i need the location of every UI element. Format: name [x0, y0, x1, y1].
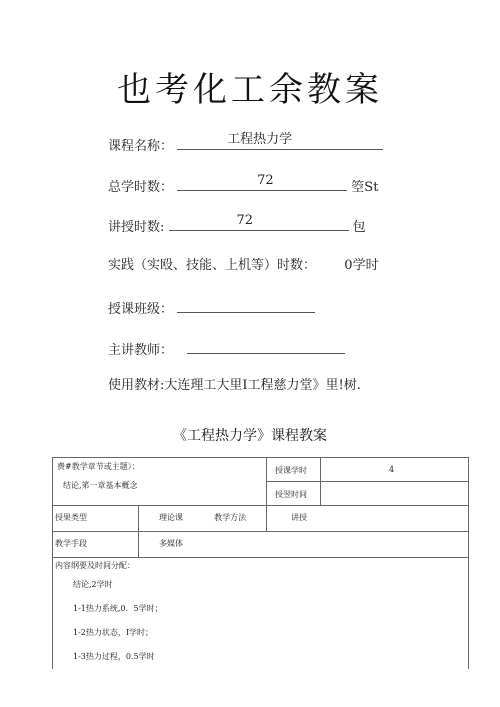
method-value-cell: [267, 506, 469, 532]
total-hours-label: 总学时数：: [108, 180, 174, 195]
type-value: 理论课: [159, 513, 183, 522]
teacher-label: 主讲教师：: [108, 343, 174, 358]
chapter-label: 费#教学章节或主题）：: [57, 462, 140, 471]
course-name-underline: [177, 132, 383, 150]
class-underline: [177, 298, 315, 313]
outline-item: 1-3热力过程，0.5学时: [73, 652, 155, 661]
outline-item: 结论,2学时: [73, 580, 113, 589]
time-label-cell: [267, 482, 321, 506]
type-value-cell: [139, 506, 267, 532]
hours-label: 授课学时: [275, 466, 308, 475]
chapter-value: 结论,笫一章基本概念: [63, 481, 138, 490]
lesson-plan-table: [52, 457, 469, 669]
time-value-cell: [321, 482, 469, 506]
textbook-line: [108, 377, 361, 395]
outline-label: 内容纲要及时间分配：: [55, 561, 135, 570]
lesson-plan-title: 《工程热力学》课程教案: [173, 428, 327, 444]
type-label: 授果类型: [55, 513, 87, 522]
outline-list: [53, 573, 468, 669]
means-value-cell: [139, 532, 469, 558]
class-line: [108, 298, 315, 316]
means-label: 教学手段: [55, 539, 87, 548]
outline-item: 1-1热力系统,0．5学时；: [73, 604, 163, 613]
outline-item: 1-2热力状态，I学时；: [73, 628, 154, 637]
lecture-hours-label: 讲授时数:: [108, 220, 165, 235]
textbook-value: 大连理工大里I工程慈力堂》里!树.: [164, 378, 361, 393]
practice-hours-label: 实践（实殴、技能、上机等）时数：: [108, 258, 317, 273]
means-label-cell: [53, 532, 139, 558]
page-title: 也考化工余教案: [117, 70, 383, 110]
practice-hours-value: 0学时: [344, 258, 379, 273]
outline-cell: [53, 558, 469, 670]
course-name-line: [108, 132, 383, 154]
hours-value: 4: [389, 465, 395, 474]
total-hours-underline: [177, 173, 347, 191]
method-value: 讲授: [291, 513, 308, 522]
type-label-cell: [53, 506, 139, 532]
teacher-underline: [187, 339, 345, 354]
course-name-label: 课程名称：: [108, 139, 174, 154]
hours-value-cell: [321, 458, 469, 482]
chapter-cell: [53, 458, 267, 506]
hours-label-cell: [267, 458, 321, 482]
class-label: 授课班级：: [108, 302, 174, 317]
teacher-line: [108, 339, 345, 357]
lecture-hours-underline: [169, 213, 349, 231]
method-label: 教学方法: [214, 513, 247, 522]
textbook-label: 使用教材:: [108, 378, 165, 393]
total-hours-suffix: 箜St: [351, 180, 379, 195]
course-name-value: 工程热力学: [227, 132, 293, 147]
lecture-hours-suffix: 包: [352, 220, 366, 235]
lecture-hours-value: 72: [236, 213, 254, 228]
practice-hours-line: [108, 257, 379, 275]
lecture-hours-line: [108, 213, 366, 235]
means-value: 多媒体: [159, 539, 183, 548]
total-hours-line: [108, 173, 379, 195]
total-hours-value: 72: [257, 173, 274, 188]
time-label: 授翌时间: [275, 490, 308, 499]
